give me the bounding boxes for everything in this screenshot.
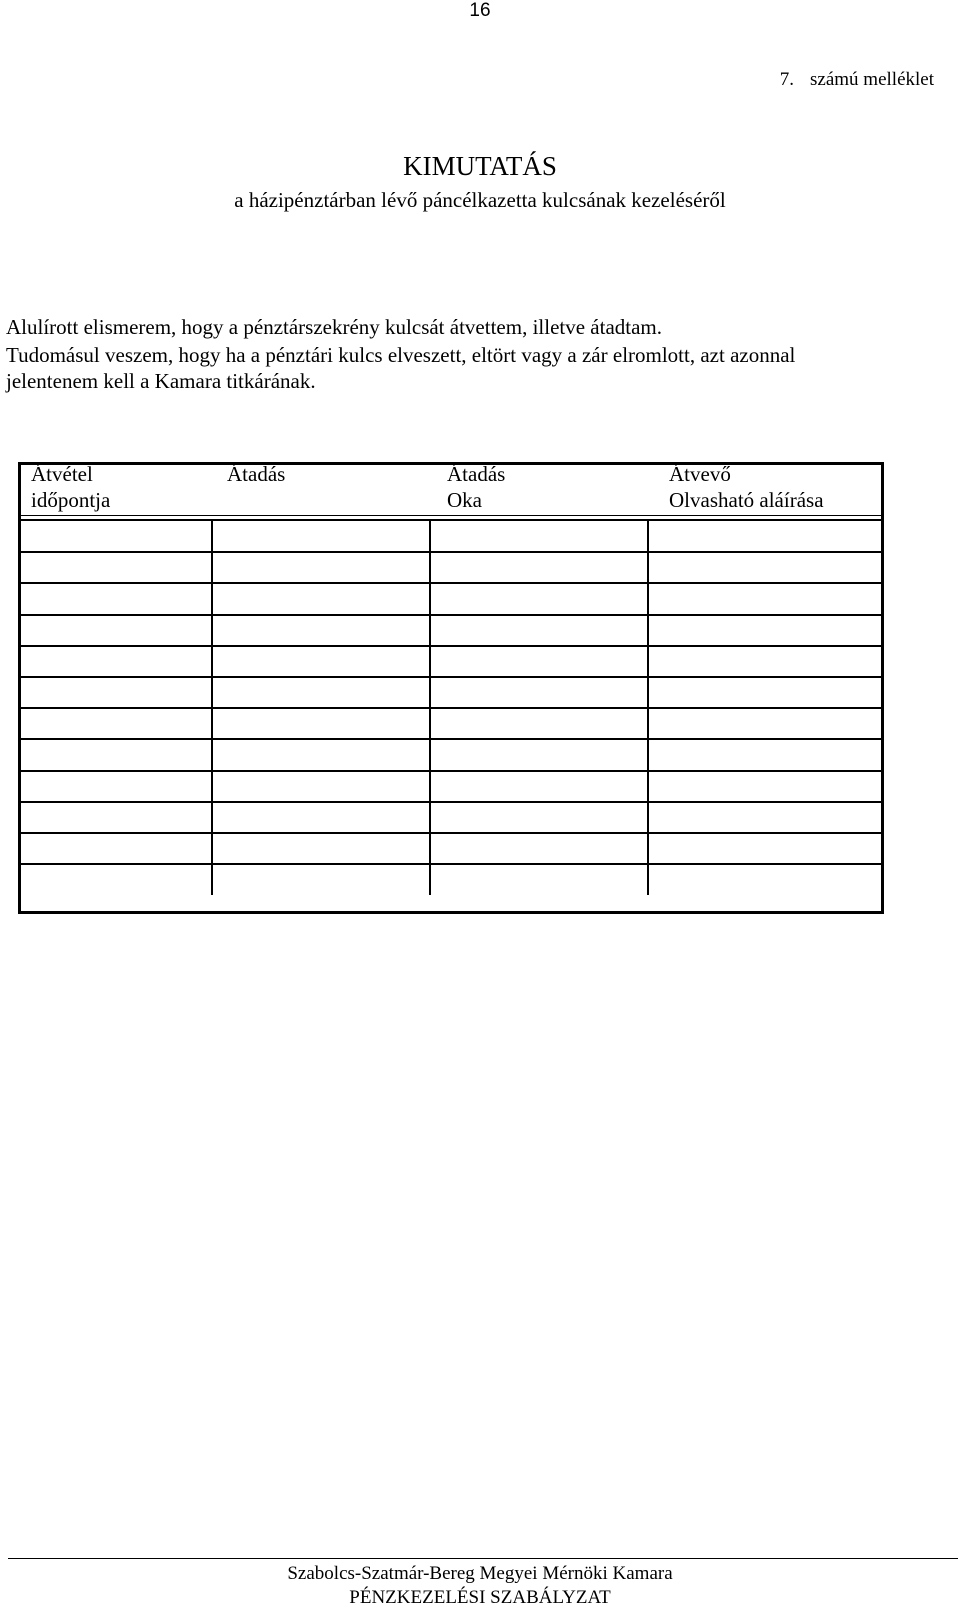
table-row-rule: [21, 863, 881, 865]
paragraph-line-3: jelentenem kell a Kamara titkárának.: [6, 369, 316, 393]
table-row-rule: [21, 676, 881, 678]
header-col-1-line-1: Átvétel: [31, 462, 93, 486]
table-column-rule-1: [211, 521, 213, 895]
table-row-rule: [21, 801, 881, 803]
table-row-rule: [21, 582, 881, 584]
header-col-2-line-1: Átadás: [227, 462, 286, 486]
table-row-rule: [21, 614, 881, 616]
footer-document-name: PÉNZKEZELÉSI SZABÁLYZAT: [349, 1587, 611, 1608]
table-column-rule-2: [429, 521, 431, 895]
table-row-rule: [21, 645, 881, 647]
table-column-rule-3: [647, 521, 649, 895]
header-col-4-line-1: Átvevő: [669, 462, 731, 486]
annex-number: 7.: [779, 69, 795, 90]
footer-organization: Szabolcs-Szatmár-Bereg Megyei Mérnöki Kamara: [287, 1563, 673, 1584]
footer-rule: [8, 1558, 958, 1559]
table-row-rule: [21, 551, 881, 553]
table-row-rule: [21, 832, 881, 834]
header-col-1-line-2: időpontja: [31, 488, 111, 512]
table-row-rule: [21, 707, 881, 709]
document-subtitle: a házipénztárban lévő páncélkazetta kulcsának kezeléséről: [234, 188, 726, 212]
header-rule-top: [21, 515, 881, 516]
header-col-3-line-1: Átadás: [447, 462, 506, 486]
key-handover-table: [18, 462, 884, 914]
table-row-rule: [21, 770, 881, 772]
header-col-4-line-2: Olvasható aláírása: [669, 488, 824, 512]
paragraph-line-2: Tudomásul veszem, hogy ha a pénztári kulcs elveszett, eltört vagy a zár elromlott, azt azonnal: [6, 343, 796, 367]
page-number: 16: [469, 0, 491, 21]
table-row-rule: [21, 738, 881, 740]
header-rule-bottom: [21, 519, 881, 521]
header-col-3-line-2: Oka: [447, 488, 482, 512]
document-title: KIMUTATÁS: [403, 151, 557, 181]
paragraph-line-1: Alulírott elismerem, hogy a pénztárszekrény kulcsát átvettem, illetve átadtam.: [6, 315, 663, 339]
annex-label: [780, 68, 934, 92]
annex-text: számú melléklet: [810, 69, 934, 90]
